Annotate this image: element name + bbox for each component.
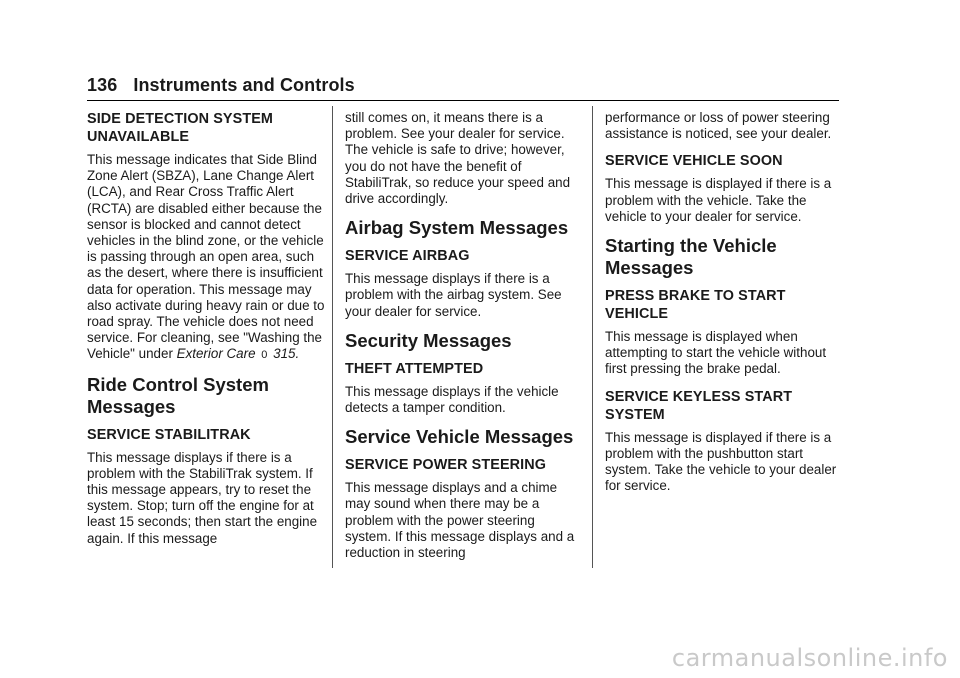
heading-service-keyless-start: SERVICE KEYLESS START SYSTEM xyxy=(605,388,793,423)
page-reference-icon: 0 xyxy=(261,349,268,362)
watermark: carmanualsonline.info xyxy=(671,644,948,672)
heading-press-brake-to-start: PRESS BRAKE TO START VEHICLE xyxy=(605,288,786,323)
paragraph-side-detection-text: This message indicates that Side Blind Zone Alert (SBZA), Lane Change Alert (LCA), and Rear Cross Traffic Alert (RCTA) are disabled either because the sensor is blocked and cannot detect vehicles in the blind zone, or the vehicle is passing through an open area, such as the desert, where there is insufficient data for operation. This message may also activate during heavy rain or due to road spray. The vehicle does not need service. For cleaning, see "Washing the Vehicle" under xyxy=(87,152,325,362)
paragraph-power-steering-continued: performance or loss of power steering assistance is noticed, see your dealer. xyxy=(605,110,832,142)
paragraph-stabilitrak-continued: still comes on, it means there is a problem. See your dealer for service. The vehicle is safe to drive; however, you do not have the benefit of StabiliTrak, so reduce your speed and drive accordingly. xyxy=(345,110,571,207)
paragraph-side-detection xyxy=(87,152,325,364)
section-title: Instruments and Controls xyxy=(133,74,355,95)
column-2 xyxy=(345,110,583,571)
paragraph-service-stabilitrak: This message displays if there is a problem with the StabiliTrak system. If this message appears, try to reset the system. Stop; turn off the engine for at least 15 seconds; then start the engine again. If this message xyxy=(87,449,318,546)
page-header xyxy=(87,70,839,101)
heading-service-vehicle-messages: Service Vehicle Messages xyxy=(345,426,574,448)
column-1 xyxy=(87,110,325,557)
heading-service-vehicle-soon: SERVICE VEHICLE SOON xyxy=(605,153,783,170)
cross-reference-page[interactable]: 315. xyxy=(273,346,300,362)
heading-airbag-messages: Airbag System Messages xyxy=(345,217,569,239)
paragraph-service-vehicle-soon: This message is displayed if there is a problem with the vehicle. Take the vehicle to your dealer for service. xyxy=(605,176,832,224)
paragraph-press-brake-to-start: This message is displayed when attempting to start the vehicle without first pressing the brake pedal. xyxy=(605,329,827,377)
paragraph-service-keyless-start: This message is displayed if there is a problem with the pushbutton start system. Take the vehicle to your dealer for service. xyxy=(605,429,837,494)
column-3 xyxy=(605,110,843,504)
page-number: 136 xyxy=(87,74,118,95)
heading-service-airbag: SERVICE AIRBAG xyxy=(345,248,470,265)
heading-service-power-steering: SERVICE POWER STEERING xyxy=(345,457,547,474)
paragraph-service-power-steering: This message displays and a chime may sound when there may be a problem with the power steering system. If this message displays and a reduction in steering xyxy=(345,480,575,561)
heading-side-detection-unavailable: SIDE DETECTION SYSTEM UNAVAILABLE xyxy=(87,111,274,145)
paragraph-service-airbag: This message displays if there is a problem with the airbag system. See your dealer for service. xyxy=(345,271,562,319)
heading-service-stabilitrak: SERVICE STABILITRAK xyxy=(87,426,251,443)
column-divider-1 xyxy=(332,106,333,568)
heading-starting-vehicle-messages: Starting the Vehicle Messages xyxy=(605,235,777,279)
heading-security-messages: Security Messages xyxy=(345,329,512,351)
paragraph-theft-attempted: This message displays if the vehicle detects a tamper condition. xyxy=(345,383,559,416)
cross-reference-title[interactable]: Exterior Care xyxy=(176,346,256,362)
heading-ride-control-messages: Ride Control System Messages xyxy=(87,373,269,417)
column-divider-2 xyxy=(592,106,593,568)
heading-theft-attempted: THEFT ATTEMPTED xyxy=(345,360,484,377)
